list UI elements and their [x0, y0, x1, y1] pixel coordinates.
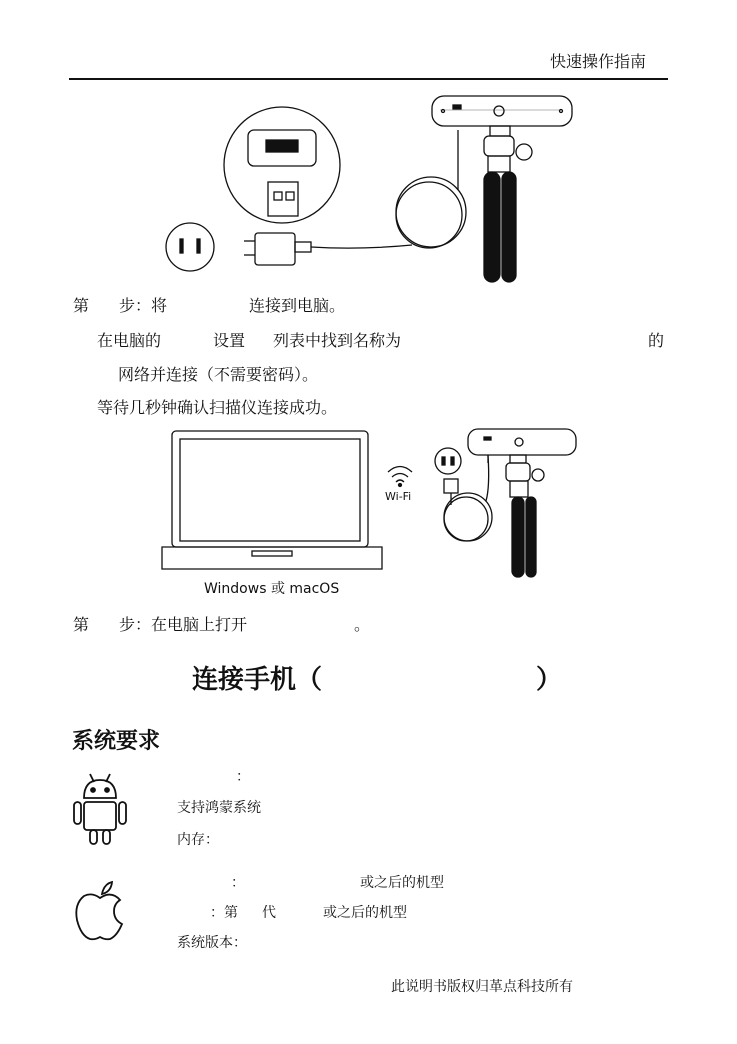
step-open-word: 第	[73, 615, 90, 634]
android-line2: 支持鸿蒙系统	[177, 800, 261, 816]
ios-line2-b: 代	[262, 905, 276, 921]
wifi-label: Wi-Fi	[385, 490, 412, 503]
phone-section-title: 连接手机（	[192, 665, 323, 695]
step-open-period: 。	[354, 615, 371, 634]
wifi-line1-a: 在电脑的	[97, 331, 162, 350]
step-connect-suffix: 步：将	[119, 296, 168, 315]
apple-icon	[74, 880, 126, 942]
os-caption: Windows 或 macOS	[204, 581, 340, 597]
android-line3: 内存：	[177, 832, 219, 848]
wifi-line1-b: 设置	[213, 331, 246, 350]
ios-line2-c: 或之后的机型	[323, 905, 407, 921]
wifi-connection-illustration	[158, 427, 588, 587]
usb-connection-illustration	[150, 90, 580, 290]
wifi-line1-c: 列表中找到名称为	[273, 331, 402, 350]
step-connect-text: 连接到电脑。	[249, 296, 346, 315]
wifi-line2: 网络并连接（不需要密码）。	[118, 365, 319, 384]
ios-line3: 系统版本：	[177, 935, 247, 951]
ios-line2-a: ：第	[210, 905, 238, 921]
wifi-icon	[388, 467, 412, 483]
ios-line1-tail: 或之后的机型	[360, 875, 444, 891]
header-rule	[69, 78, 668, 80]
step-open-suffix: 步：在电脑上打开	[119, 615, 248, 634]
phone-section-title-end: ）	[536, 665, 563, 695]
footer-copyright: 此说明书版权归革点科技所有	[391, 979, 573, 995]
header-title: 快速操作指南	[550, 52, 647, 71]
wifi-line1-d: 的	[648, 331, 665, 350]
step-connect-word: 第	[73, 296, 90, 315]
requirements-title: 系统要求	[72, 729, 161, 754]
android-icon	[72, 772, 128, 848]
android-line1: ：	[236, 769, 250, 785]
ios-line1-colon: ：	[231, 875, 245, 891]
wifi-line3: 等待几秒钟确认扫描仪连接成功。	[97, 398, 338, 417]
